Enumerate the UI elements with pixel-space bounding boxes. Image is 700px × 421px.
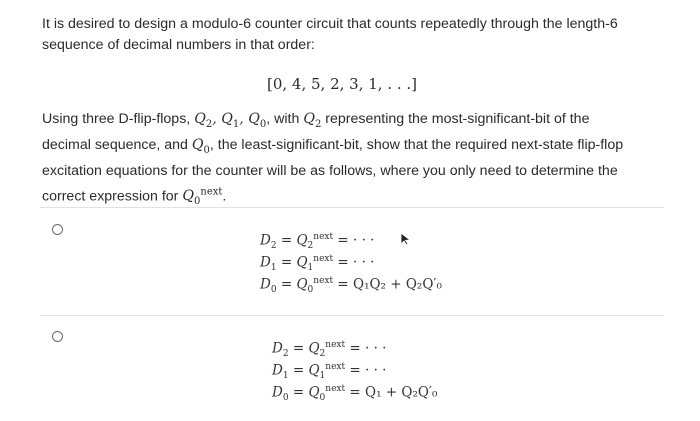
equations-option-1	[260, 226, 442, 296]
question-paragraph-2: Using three D-flip-flops, $Q_2$, $Q_1$, $Q_0$, with $Q_2$ representing the most-significant-bit of the decimal sequence, and $Q_0$, the least-significant-bit, show that the required next-state flip-flop excitation equations for the counter will be as follows, where you only need to determine the correct expression for $Q_0^{next}$.	[42, 111, 624, 208]
equation-d0: $D_0 = Q_0^{next} = Q_1 + Q_2Q'_0$	[272, 384, 438, 404]
question-paragraph-1: It is desired to design a modulo-6 counter circuit that counts repeatedly through the length-6 sequence of decimal numbers in that order:	[42, 16, 618, 53]
equation-d2: $D_2 = Q_2^{next}$ = · · ·	[260, 232, 375, 252]
radio-button-icon[interactable]	[52, 331, 63, 342]
equation-d2: $D_2 = Q_2^{next}$ = · · ·	[272, 340, 387, 360]
question-text	[42, 14, 642, 212]
equation-d1: $D_1 = Q_1^{next}$ = · · ·	[272, 362, 387, 382]
answer-option-1[interactable]	[40, 208, 664, 314]
equations-option-2	[272, 334, 438, 404]
answer-option-2[interactable]	[40, 316, 664, 421]
mouse-cursor-icon	[400, 232, 412, 246]
sequence: [0, 4, 5, 2, 3, 1, . . .]	[266, 75, 418, 93]
radio-button-icon[interactable]	[52, 224, 63, 235]
equation-d1: $D_1 = Q_1^{next}$ = · · ·	[260, 254, 375, 274]
equation-d0: $D_0 = Q_0^{next} = Q_1Q_2 + Q_2Q'_0$	[260, 276, 442, 296]
